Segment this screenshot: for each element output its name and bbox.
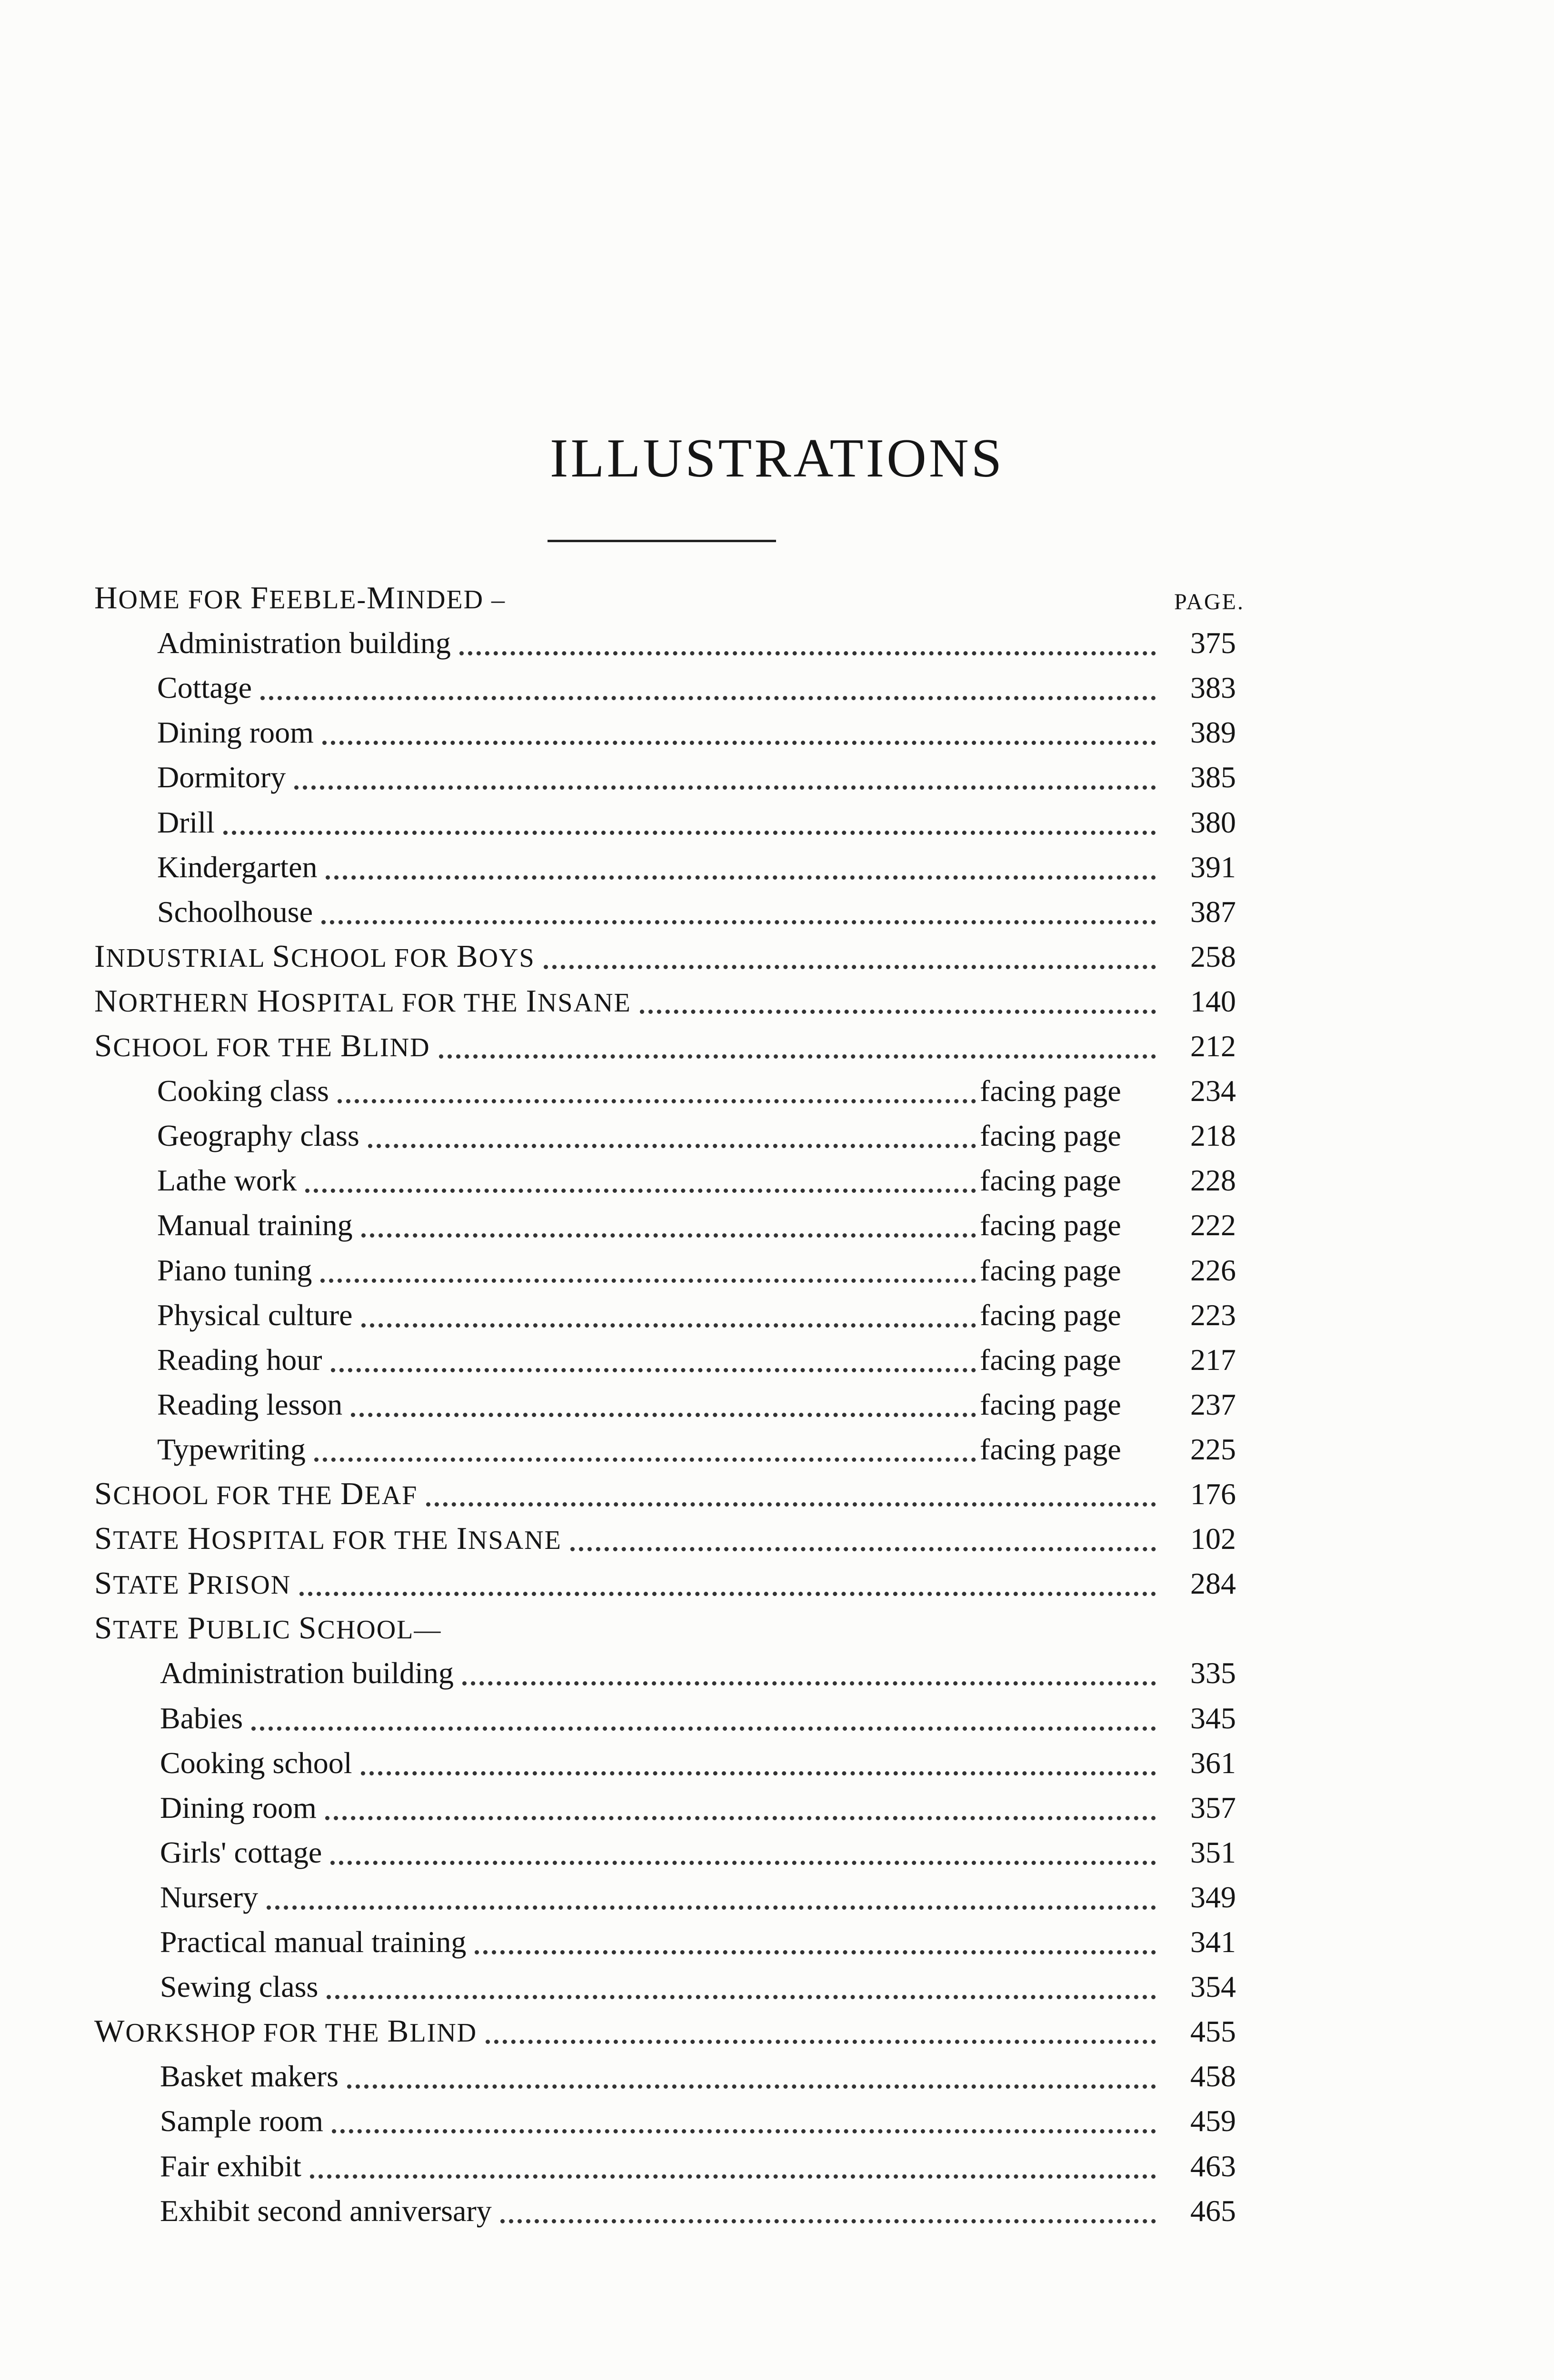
- toc-entry-row: [0, 754, 1554, 799]
- toc-section-row: [0, 2009, 1554, 2053]
- page-number: 218: [1190, 1119, 1236, 1152]
- page-number: 212: [1190, 1029, 1236, 1063]
- facing-page-label: facing page: [980, 1343, 1121, 1377]
- dot-leader: [330, 1861, 1156, 1865]
- page-number: 459: [1190, 2104, 1236, 2138]
- page-number: 225: [1190, 1432, 1236, 1466]
- entry-label: Physical culture: [157, 1298, 353, 1332]
- entry-label: Dining room: [160, 1791, 317, 1825]
- entry-label: Reading hour: [157, 1343, 322, 1377]
- toc-entry-row: [0, 710, 1554, 754]
- toc-entry-row: [0, 1292, 1554, 1337]
- heading-initial: S: [94, 1475, 113, 1511]
- heading-text: NDUSTRIAL: [106, 943, 272, 973]
- dot-leader: [368, 1144, 976, 1148]
- entry-label: Exhibit second anniversary: [160, 2194, 492, 2228]
- toc-entry-row: [0, 665, 1554, 710]
- dot-leader: [570, 1547, 1156, 1551]
- heading-text: OYS: [478, 943, 535, 973]
- entry-label: Basket makers: [160, 2059, 339, 2093]
- facing-page-label: facing page: [980, 1432, 1121, 1466]
- page-number: 354: [1190, 1970, 1236, 2003]
- toc-entry-row: [0, 1337, 1554, 1382]
- facing-page-label: facing page: [980, 1119, 1121, 1152]
- page-number: 102: [1190, 1522, 1236, 1556]
- entry-label: Manual training: [157, 1208, 353, 1242]
- toc-entry-row: [0, 1964, 1554, 2009]
- heading-initial: I: [526, 982, 538, 1019]
- section-heading: [94, 1609, 442, 1646]
- heading-text: LIND: [362, 1032, 430, 1062]
- dot-leader: [326, 875, 1156, 880]
- dot-leader: [325, 1816, 1156, 1820]
- title-rule: [548, 540, 776, 542]
- facing-page-label: facing page: [980, 1253, 1121, 1287]
- page-number: 140: [1190, 984, 1236, 1018]
- heading-initial: H: [187, 1520, 212, 1556]
- entry-label: Fair exhibit: [160, 2149, 301, 2183]
- entry-label: Cooking class: [157, 1074, 329, 1108]
- toc-entry-row: [0, 2098, 1554, 2143]
- heading-initial: S: [94, 1027, 113, 1063]
- entry-label: Piano tuning: [157, 1253, 312, 1287]
- toc-entry-row: [0, 2053, 1554, 2098]
- heading-initial: F: [250, 579, 269, 615]
- dot-leader: [459, 651, 1156, 655]
- page-number: 284: [1190, 1567, 1236, 1600]
- toc-entry-row: [0, 800, 1554, 844]
- entry-label: Practical manual training: [160, 1925, 467, 1959]
- heading-initial: S: [94, 1565, 113, 1601]
- dot-leader: [260, 696, 1156, 700]
- entry-label: Administration building: [160, 1656, 454, 1690]
- section-heading: [94, 579, 506, 615]
- page-number: 465: [1190, 2194, 1236, 2228]
- dot-leader: [314, 1458, 976, 1462]
- heading-text: CHOOL—: [317, 1615, 442, 1645]
- page-number: 222: [1190, 1208, 1236, 1242]
- toc-entry-row: [0, 1248, 1554, 1292]
- entry-label: Sewing class: [160, 1970, 319, 2003]
- section-heading: [94, 1522, 562, 1554]
- toc-entry-row: [0, 1382, 1554, 1427]
- heading-text: INDED –: [396, 585, 506, 615]
- dot-leader: [500, 2219, 1156, 2223]
- toc-entry-row: [0, 1874, 1554, 1919]
- dot-leader: [294, 785, 1156, 790]
- page-number: 223: [1190, 1298, 1236, 1332]
- section-heading: [94, 982, 631, 1019]
- heading-initial: S: [94, 1520, 113, 1556]
- heading-initial: H: [94, 579, 119, 615]
- toc-section-row: [0, 934, 1554, 979]
- toc-entry-row: [0, 2143, 1554, 2188]
- heading-text: ORTHERN: [118, 988, 257, 1018]
- page-number: 357: [1190, 1791, 1236, 1825]
- page-title: ILLUSTRATIONS: [549, 428, 1005, 489]
- page-number: 455: [1190, 2014, 1236, 2048]
- toc-section-row: [0, 575, 1554, 620]
- dot-leader: [640, 1010, 1156, 1014]
- dot-leader: [322, 741, 1156, 745]
- facing-page-label: facing page: [980, 1074, 1121, 1108]
- heading-text: TATE: [113, 1615, 188, 1645]
- dot-leader: [462, 1681, 1156, 1686]
- page-number: 463: [1190, 2149, 1236, 2183]
- heading-initial: B: [387, 2013, 410, 2049]
- heading-initial: S: [299, 1609, 318, 1646]
- heading-text: CHOOL FOR THE: [113, 1480, 340, 1510]
- toc-entry-row: [0, 1830, 1554, 1874]
- page-number: 176: [1190, 1477, 1236, 1511]
- dot-leader: [267, 1905, 1156, 1910]
- toc-entry-row: [0, 1068, 1554, 1113]
- toc-entry-row: [0, 1113, 1554, 1158]
- heading-initial: N: [94, 982, 119, 1019]
- heading-text: OSPITAL FOR THE: [281, 988, 526, 1018]
- heading-text: NSANE: [537, 988, 631, 1018]
- heading-text: OME FOR: [118, 585, 250, 615]
- heading-initial: I: [94, 938, 106, 974]
- entry-label: Reading lesson: [157, 1388, 343, 1421]
- heading-text: LIND: [409, 2018, 478, 2048]
- heading-text: EAF: [364, 1480, 418, 1510]
- entry-label: Nursery: [160, 1880, 259, 1914]
- page-number: 258: [1190, 940, 1236, 973]
- dot-leader: [320, 1279, 976, 1283]
- heading-initial: P: [187, 1609, 207, 1646]
- heading-initial: S: [94, 1609, 113, 1646]
- facing-page-label: facing page: [980, 1163, 1121, 1197]
- page-number: 389: [1190, 715, 1236, 749]
- heading-initial: B: [340, 1027, 363, 1063]
- facing-page-label: facing page: [980, 1208, 1121, 1242]
- dot-leader: [338, 1099, 976, 1103]
- page-number: 380: [1190, 805, 1236, 839]
- toc-entry-row: [0, 1650, 1554, 1695]
- section-heading: [94, 1567, 291, 1599]
- page-number: 375: [1190, 626, 1236, 660]
- page-number: 391: [1190, 850, 1236, 884]
- dot-leader: [251, 1726, 1156, 1731]
- heading-text: ORKSHOP FOR THE: [125, 2018, 388, 2048]
- section-heading: [94, 1027, 430, 1063]
- dot-leader: [439, 1054, 1156, 1059]
- entry-label: Cottage: [157, 671, 252, 704]
- entry-label: Cooking school: [160, 1746, 352, 1780]
- entry-label: Girls' cottage: [160, 1835, 322, 1869]
- dot-leader: [361, 1233, 976, 1238]
- page-number: 217: [1190, 1343, 1236, 1377]
- toc-entry-row: [0, 1696, 1554, 1740]
- dot-leader: [361, 1771, 1156, 1775]
- page-number: 234: [1190, 1074, 1236, 1108]
- dot-leader: [347, 2084, 1156, 2089]
- toc-entry-row: [0, 1919, 1554, 1964]
- dot-leader: [486, 2040, 1156, 2044]
- dot-leader: [327, 1995, 1156, 1999]
- heading-text: TATE: [113, 1525, 188, 1555]
- section-heading: [94, 940, 535, 972]
- heading-text: UBLIC: [206, 1615, 299, 1645]
- page-number: 385: [1190, 760, 1236, 794]
- heading-initial: B: [456, 938, 479, 974]
- dot-leader: [305, 1189, 976, 1193]
- page-number: 335: [1190, 1656, 1236, 1690]
- section-heading: [94, 2015, 477, 2047]
- dot-leader: [332, 2129, 1156, 2133]
- heading-initial: W: [94, 2013, 126, 2049]
- toc-section-row: [0, 979, 1554, 1023]
- page-number: 341: [1190, 1925, 1236, 1959]
- dot-leader: [544, 965, 1156, 969]
- toc-section-row: [0, 1606, 1554, 1650]
- toc-entry-row: [0, 1202, 1554, 1247]
- page-number: 226: [1190, 1253, 1236, 1287]
- toc-entry-row: [0, 1158, 1554, 1202]
- toc-section-row: [0, 1023, 1554, 1068]
- toc-entry-row: [0, 889, 1554, 934]
- page-number: 345: [1190, 1701, 1236, 1735]
- heading-text: CHOOL FOR: [291, 943, 457, 973]
- page-number: 237: [1190, 1388, 1236, 1421]
- entry-label: Sample room: [160, 2104, 324, 2138]
- dot-leader: [361, 1323, 976, 1328]
- entry-label: Babies: [160, 1701, 243, 1735]
- dot-leader: [223, 831, 1156, 835]
- entry-label: Typewriting: [157, 1432, 306, 1466]
- toc-entry-row: [0, 844, 1554, 889]
- page-number: 458: [1190, 2059, 1236, 2093]
- heading-initial: P: [187, 1565, 207, 1601]
- entry-label: Drill: [157, 805, 215, 839]
- heading-initial: I: [456, 1520, 468, 1556]
- dot-leader: [310, 2174, 1156, 2179]
- entry-label: Geography class: [157, 1119, 359, 1152]
- heading-text: TATE: [113, 1570, 188, 1600]
- dot-leader: [475, 1950, 1156, 1954]
- heading-text: NSANE: [468, 1525, 562, 1555]
- heading-text: OSPITAL FOR THE: [211, 1525, 457, 1555]
- entry-label: Dining room: [157, 715, 314, 749]
- toc-entry-row: [0, 1427, 1554, 1471]
- page-number: 387: [1190, 895, 1236, 929]
- toc-entry-row: [0, 1785, 1554, 1830]
- dot-leader: [299, 1592, 1156, 1596]
- page-column-label: PAGE.: [1174, 589, 1245, 615]
- page-number: 361: [1190, 1746, 1236, 1780]
- toc-entry-row: [0, 2188, 1554, 2233]
- toc-section-row: [0, 1516, 1554, 1561]
- dot-leader: [351, 1413, 976, 1417]
- entry-label: Dormitory: [157, 760, 286, 794]
- heading-initial: D: [340, 1475, 365, 1511]
- facing-page-label: facing page: [980, 1298, 1121, 1332]
- heading-text: CHOOL FOR THE: [113, 1032, 340, 1062]
- dot-leader: [321, 920, 1156, 924]
- section-heading: [94, 1475, 418, 1511]
- toc-entry-row: [0, 1740, 1554, 1785]
- facing-page-label: facing page: [980, 1388, 1121, 1421]
- toc-entry-row: [0, 620, 1554, 665]
- entry-label: Kindergarten: [157, 850, 318, 884]
- dot-leader: [331, 1368, 976, 1372]
- entry-label: Schoolhouse: [157, 895, 313, 929]
- heading-initial: S: [272, 938, 291, 974]
- entry-label: Administration building: [157, 626, 451, 660]
- page-number: 228: [1190, 1163, 1236, 1197]
- heading-text: EEBLE-: [269, 585, 367, 615]
- dot-leader: [426, 1502, 1156, 1507]
- heading-initial: M: [367, 579, 396, 615]
- toc-section-row: [0, 1471, 1554, 1516]
- heading-initial: H: [257, 982, 281, 1019]
- page-number: 351: [1190, 1835, 1236, 1869]
- heading-text: RISON: [206, 1570, 291, 1600]
- page-number: 349: [1190, 1880, 1236, 1914]
- entry-label: Lathe work: [157, 1163, 297, 1197]
- page-number: 383: [1190, 671, 1236, 704]
- toc-section-row: [0, 1561, 1554, 1606]
